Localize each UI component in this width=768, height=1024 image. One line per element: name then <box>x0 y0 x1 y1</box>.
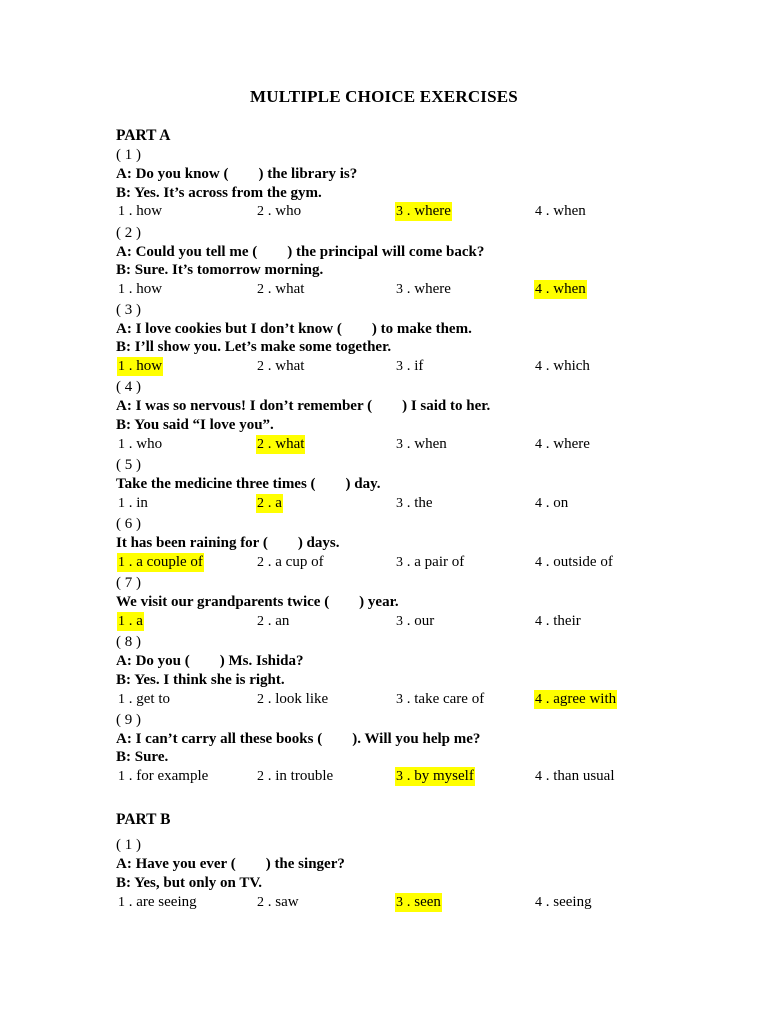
option-number: 4 <box>535 692 542 707</box>
question-line: A: Could you tell me ( ) the principal will come back? <box>116 244 485 260</box>
option-text: . a couple of <box>125 554 203 570</box>
answer-option-4 <box>534 767 616 786</box>
option-text: . than usual <box>542 768 615 784</box>
option-text: . look like <box>264 691 329 707</box>
answer-option-3 <box>395 435 448 454</box>
answer-option-2 <box>256 690 329 709</box>
option-text: . are seeing <box>125 894 197 910</box>
option-number: 3 <box>396 692 403 707</box>
option-text: . how <box>125 281 163 297</box>
option-text: . seen <box>403 894 441 910</box>
option-number: 4 <box>535 437 542 452</box>
option-number: 4 <box>535 204 542 219</box>
question-number: ( 8 ) <box>116 634 141 650</box>
answer-option-2 <box>256 280 305 299</box>
answer-option-1 <box>117 357 163 376</box>
question-number: ( 6 ) <box>116 516 141 532</box>
answer-option-1 <box>117 280 163 299</box>
option-text: . in trouble <box>264 768 334 784</box>
option-number: 3 <box>396 555 403 570</box>
option-text: . what <box>264 281 305 297</box>
option-text: . where <box>542 436 590 452</box>
question-line: A: Do you know ( ) the library is? <box>116 166 358 182</box>
option-text: . who <box>125 436 163 452</box>
option-number: 4 <box>535 895 542 910</box>
option-number: 4 <box>535 359 542 374</box>
answer-option-2 <box>256 612 290 631</box>
option-text: . on <box>542 495 569 511</box>
option-number: 2 <box>257 769 264 784</box>
option-text: . what <box>264 436 305 452</box>
answer-option-4 <box>534 494 569 513</box>
answer-option-4 <box>534 280 587 299</box>
answer-option-3 <box>395 612 435 631</box>
question-line: B: Yes. It’s across from the gym. <box>116 185 322 201</box>
option-number: 3 <box>396 769 403 784</box>
option-number: 2 <box>257 692 264 707</box>
answer-option-1 <box>117 202 163 221</box>
option-text: . get to <box>125 691 170 707</box>
answer-option-1 <box>117 553 204 572</box>
answer-option-3 <box>395 357 424 376</box>
option-number: 3 <box>396 496 403 511</box>
option-number: 2 <box>257 555 264 570</box>
option-text: . where <box>403 203 451 219</box>
option-text: . a <box>264 495 282 511</box>
option-text: . a cup of <box>264 554 324 570</box>
answer-option-3 <box>395 280 452 299</box>
question-number: ( 4 ) <box>116 379 141 395</box>
option-number: 1 <box>118 204 125 219</box>
option-number: 2 <box>257 437 264 452</box>
option-text: . how <box>125 203 163 219</box>
option-text: . what <box>264 358 305 374</box>
option-number: 1 <box>118 692 125 707</box>
answer-option-1 <box>117 893 198 912</box>
option-number: 1 <box>118 496 125 511</box>
option-number: 3 <box>396 614 403 629</box>
part-b-heading: PART B <box>116 811 171 828</box>
question-line: A: I was so nervous! I don’t remember ( ) I said to her. <box>116 398 491 414</box>
answer-option-1 <box>117 494 149 513</box>
option-text: . the <box>403 495 433 511</box>
question-number: ( 1 ) <box>116 837 141 853</box>
answer-option-4 <box>534 893 593 912</box>
option-text: . a pair of <box>403 554 465 570</box>
answer-option-1 <box>117 435 163 454</box>
answer-option-4 <box>534 690 617 709</box>
option-text: . take care of <box>403 691 485 707</box>
answer-option-2 <box>256 435 305 454</box>
option-number: 2 <box>257 282 264 297</box>
question-line: We visit our grandparents twice ( ) year. <box>116 594 399 610</box>
option-text: . which <box>542 358 590 374</box>
answer-option-4 <box>534 357 591 376</box>
answer-option-1 <box>117 690 171 709</box>
option-text: . their <box>542 613 581 629</box>
option-number: 1 <box>118 282 125 297</box>
option-number: 1 <box>118 359 125 374</box>
option-text: . an <box>264 613 290 629</box>
answer-option-1 <box>117 767 209 786</box>
answer-option-3 <box>395 690 485 709</box>
answer-option-2 <box>256 553 325 572</box>
answer-option-2 <box>256 357 305 376</box>
answer-option-3 <box>395 202 452 221</box>
question-line: B: Sure. It’s tomorrow morning. <box>116 262 324 278</box>
question-line: B: You said “I love you”. <box>116 417 274 433</box>
option-text: . our <box>403 613 435 629</box>
answer-option-4 <box>534 553 614 572</box>
option-text: . saw <box>264 894 299 910</box>
answer-option-4 <box>534 202 587 221</box>
option-text: . seeing <box>542 894 592 910</box>
option-text: . when <box>542 203 586 219</box>
question-line: A: Do you ( ) Ms. Ishida? <box>116 653 304 669</box>
option-number: 2 <box>257 496 264 511</box>
document-title: MULTIPLE CHOICE EXERCISES <box>250 87 518 106</box>
question-line: A: I can’t carry all these books ( ). Will you help me? <box>116 731 481 747</box>
question-line: A: Have you ever ( ) the singer? <box>116 856 345 872</box>
question-line: B: Sure. <box>116 749 169 765</box>
option-number: 4 <box>535 769 542 784</box>
option-number: 3 <box>396 204 403 219</box>
option-number: 4 <box>535 614 542 629</box>
option-text: . when <box>542 281 586 297</box>
option-number: 2 <box>257 895 264 910</box>
option-number: 4 <box>535 555 542 570</box>
answer-option-1 <box>117 612 144 631</box>
answer-option-3 <box>395 767 475 786</box>
question-number: ( 7 ) <box>116 575 141 591</box>
option-number: 4 <box>535 496 542 511</box>
option-number: 2 <box>257 359 264 374</box>
option-number: 3 <box>396 359 403 374</box>
option-text: . in <box>125 495 148 511</box>
option-number: 4 <box>535 282 542 297</box>
answer-option-2 <box>256 202 302 221</box>
answer-option-4 <box>534 612 582 631</box>
option-number: 1 <box>118 555 125 570</box>
answer-option-2 <box>256 893 300 912</box>
option-text: . outside of <box>542 554 613 570</box>
question-line: It has been raining for ( ) days. <box>116 535 340 551</box>
option-number: 1 <box>118 614 125 629</box>
option-number: 3 <box>396 895 403 910</box>
option-number: 2 <box>257 614 264 629</box>
option-text: . for example <box>125 768 209 784</box>
option-text: . by myself <box>403 768 474 784</box>
answer-option-3 <box>395 494 434 513</box>
option-number: 3 <box>396 437 403 452</box>
option-text: . where <box>403 281 451 297</box>
option-text: . when <box>403 436 447 452</box>
option-number: 2 <box>257 204 264 219</box>
answer-option-3 <box>395 893 442 912</box>
answer-option-4 <box>534 435 591 454</box>
question-number: ( 9 ) <box>116 712 141 728</box>
question-number: ( 1 ) <box>116 147 141 163</box>
option-number: 1 <box>118 437 125 452</box>
question-line: B: I’ll show you. Let’s make some together. <box>116 339 392 355</box>
option-number: 3 <box>396 282 403 297</box>
question-number: ( 5 ) <box>116 457 141 473</box>
option-text: . a <box>125 613 143 629</box>
option-number: 1 <box>118 895 125 910</box>
question-number: ( 2 ) <box>116 225 141 241</box>
answer-option-3 <box>395 553 465 572</box>
option-number: 1 <box>118 769 125 784</box>
option-text: . if <box>403 358 424 374</box>
option-text: . who <box>264 203 302 219</box>
part-a-heading: PART A <box>116 127 171 144</box>
answer-option-2 <box>256 767 334 786</box>
question-line: A: I love cookies but I don’t know ( ) to make them. <box>116 321 472 337</box>
question-number: ( 3 ) <box>116 302 141 318</box>
option-text: . agree with <box>542 691 617 707</box>
question-line: Take the medicine three times ( ) day. <box>116 476 381 492</box>
option-text: . how <box>125 358 163 374</box>
answer-option-2 <box>256 494 283 513</box>
question-line: B: Yes, but only on TV. <box>116 875 263 891</box>
question-line: B: Yes. I think she is right. <box>116 672 285 688</box>
